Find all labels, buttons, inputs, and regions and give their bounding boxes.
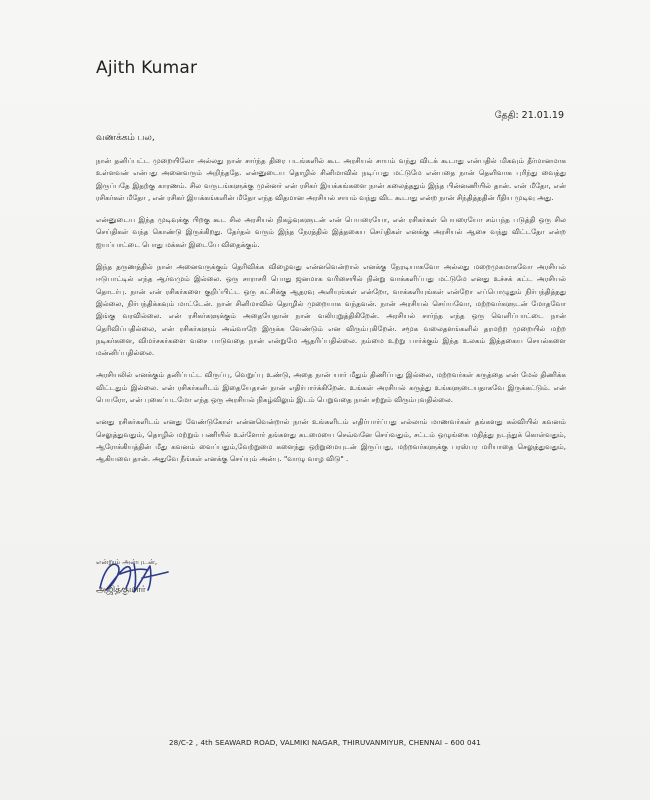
sender-letterhead: Ajith Kumar bbox=[96, 58, 198, 78]
paragraph: எனது ரசிகர்களிடம் எனது வேண்டுகோள் என்னவென்றால் நான் உங்களிடம் எதிர்பார்ப்பது எல்லாம் மாணவர்கள் தங்களது கல்வியில் கவனம் செலுத்துவதும், தொழில் மற்றும் பணியில் உள்ளோர் தங்களது கடமையை செவ்வனே செய்வதும், சட்டம் ஒழுங்கை மதித்து நடந்துக் கொள்வதும், ஆரோக்கியத்தின் மீது கவனம் வைப்பதும்,வேற்றுமை களைந்து ஒற்றுமையுடன் இருப்பது, மற்றவர்களுக்கு பரஸ்பர மரியாதை செலுத்துவதும், ஆகியவை தான். அதுவே நீங்கள் எனக்கு செய்யும் அன்பு. "வாழு வாழ விடு" . bbox=[96, 417, 566, 464]
paragraph: இந்த தருணத்தில் நான் அனைவருக்கும் தெரிவிக்க விழைவது என்னவென்றால் எனக்கு நேரடியாகவோ அல்லது மறைமுகமாகவோ அரசியல் ஈடுபாட்டில் எந்த ஆர்வமும் இல்லை. ஒரு சாராசரி பொது ஜனமாக வரிசையில் நின்று வாக்களிப்பது மட்டுமே எனது உச்சக் கட்ட அரசியல் தொடர்பு. நான் என் ரசிகர்களை குறிப்பிட்ட ஒரு கட்சிக்கு ஆதரவு அளியுங்கள் என்றோ, வாக்களியுங்கள் என்றோ எப்பொழுதும் நிர்பந்தித்தது இல்லை, நிர்பந்திக்கவும் மாட்டேன். நான் சினிமாவில் தொழில் முறையாக வந்தவன். நான் அரசியல் செய்யவோ, மற்றவர்களுடன் மோதவோ இங்கு வரவில்லை. என் ரசிகர்களுக்கும் அதையேதான் நான் வலியுறுத்திகிறேன். அரசியல் சார்ந்த எந்த ஒரு வெளிப்பாட்டை நான் தெரிவிப்பதில்லை, என் ரசிகர்களும் அவ்வாறே இருக்க வேண்டும் என விரும்புகிறேன். சமூக வலைதளங்களில் தரமற்ற முறையில் மற்ற நடிகர்களை, விமர்சகர்களை வசை பாடுவதை நான் என்றுமே ஆதரிப்பதில்லை. நம்மை உற்று பார்க்கும் இந்த உலகம் இத்தகைய செயல்களை மன்னிப்பதில்லை. bbox=[96, 262, 566, 358]
handwritten-signature bbox=[90, 548, 220, 608]
paragraph: நான் தனிப்பட்ட முறையிலோ அல்லது நான் சார்ந்த திரை படங்களில் கூட அரசியல் சாயம் வந்து விடக் கூடாது என்பதில் மிகவும் தீர்மானமாக உள்ளவன் என்பது அனைவரும் அறிந்ததே. என்னுடைய தொழில் சினிமாவில் நடிப்பது மட்டுமே என்பதை நான் தெளிவாக புரிந்து வைத்து இருப்பதே இதற்கு காரணம். சில வருடங்களுக்கு முன்னர் என் ரசிகர் இயக்கங்களை நான் கலைத்ததும் இந்த பின்னணியில் தான். என் மீதோ, என் ரசிகர்கள் மீதோ , என் ரசிகர் இயக்கங்களின் மீதோ எந்த விதமான அரசியல் சாயம் வந்து விட கூடாது என்ற நான் சிந்தித்ததின் ரீதிய முடிவு அது. bbox=[96, 156, 566, 202]
letter-date: தேதி: 21.01.19 bbox=[494, 110, 564, 121]
letter-body bbox=[96, 155, 566, 476]
signer-name: அஜித்குமார் bbox=[96, 585, 146, 595]
paragraph: அரசியலில் எனக்கும் தனிப்பட்ட விருப்பு, வெறுப்பு உண்டு, அதை நான் யார் மீதும் திணிப்பது இல்லை, மற்றவர்கள் கருத்தை என் மேல் திணிக்க விட்டதும் இல்லை. என் ரசிகர்களிடம் இதையேதான் நான் எதிர்பார்க்கிறேன். உங்கள் அரசியல் கருத்து உங்களுடையதாகவே இருக்கட்டும். என் பெயரோ, என் புகைப்படமோ எந்த ஒரு அரசியல் நிகழ்விலும் இடம் பெறுவதை நான் சற்றும் விரும்புவதில்லை. bbox=[96, 370, 566, 405]
footer-address: 28/C-2 , 4th SEAWARD ROAD, VALMIKI NAGAR, THIRUVANMIYUR, CHENNAI – 600 041 bbox=[169, 738, 481, 747]
closing-line: என்றும் அன்புடன், bbox=[96, 557, 158, 566]
paragraph: என்னுடைய இந்த முடிவுக்கு பிறகு கூட சில அரசியல் நிகழ்வுகளுடன் என் பெயரையோ, என் ரசிகர்கள் பெயரையோ சம்பந்த படுத்தி ஒரு சில செய்திகள் வந்த கொண்டு இருக்கிறது. தேர்தல் வரும் இந்த நேரத்தில் இத்தகைய செய்திகள் எனக்கு அரசியல் ஆசை வந்து விட்டதோ என்ற ஐயப்பாட்டை பொது மக்கள் இடையே விதைக்கும். bbox=[96, 215, 566, 249]
greeting: வணக்கம் பல, bbox=[96, 133, 155, 143]
